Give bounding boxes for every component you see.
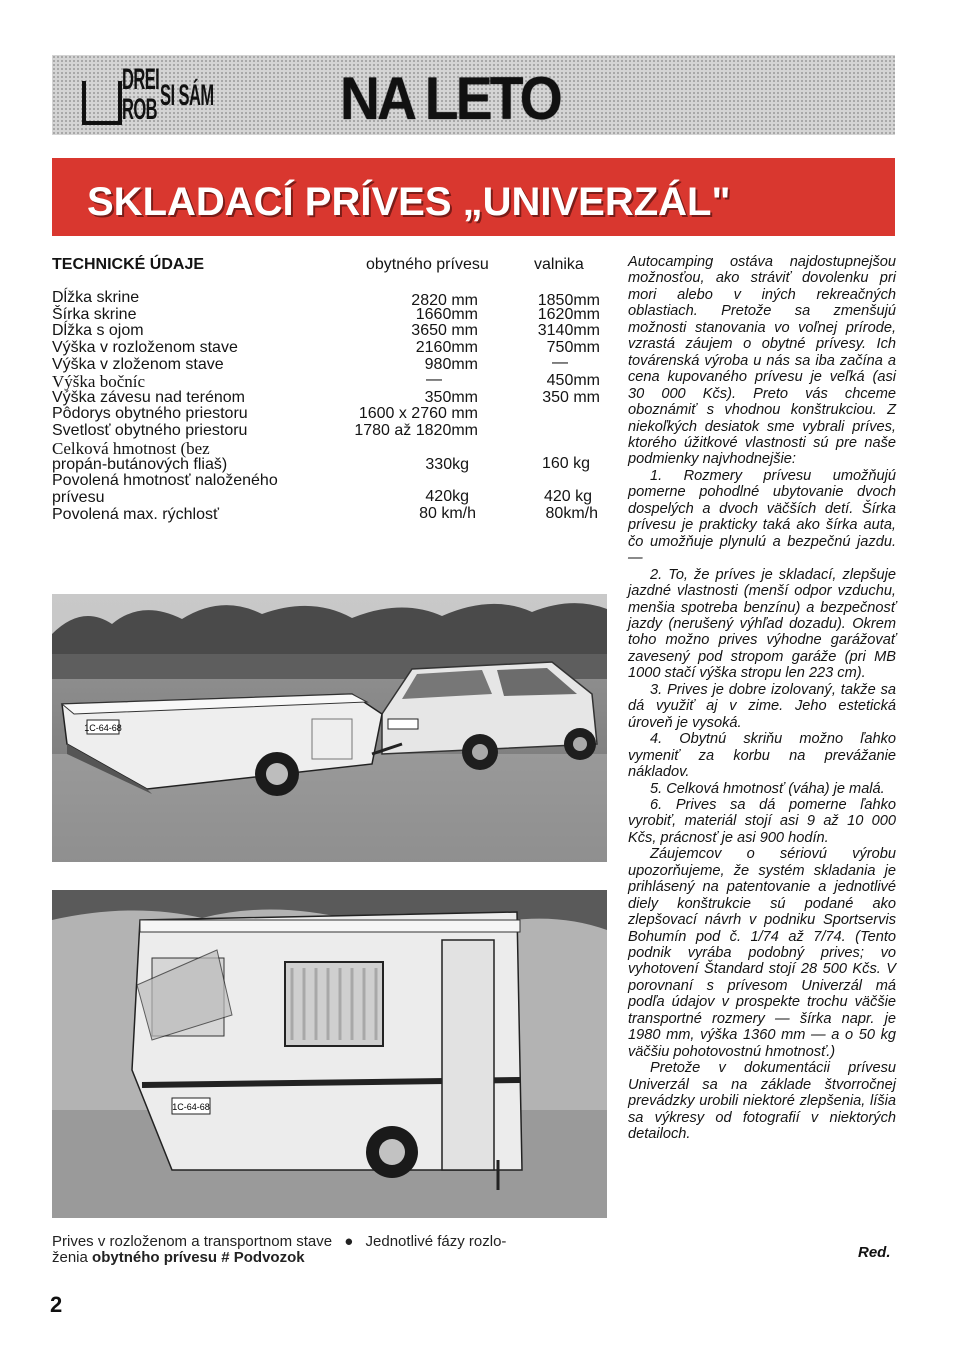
spec-label: Dĺžka skrine bbox=[52, 289, 140, 306]
article-paragraph: 5. Celková hmotnosť (váha) je malá. bbox=[650, 780, 885, 797]
spec-value-trailer: 1660mm bbox=[415, 306, 478, 323]
caption-text: Podvozok bbox=[233, 1249, 305, 1266]
spec-value-flatbed: 1850mm bbox=[537, 292, 600, 309]
photo-folded-trailer-with-car bbox=[52, 594, 607, 862]
logo-text-3: SI SÁM bbox=[160, 79, 214, 112]
spec-value-trailer: 3650 mm bbox=[411, 322, 478, 339]
spec-label: Povolená hmotnosť naloženého bbox=[52, 472, 278, 489]
article-title: SKLADACÍ PRÍVES „UNIVERZÁL" bbox=[87, 180, 731, 224]
spec-value-flatbed: 160 kg bbox=[541, 455, 590, 472]
spec-value-trailer: 2160mm bbox=[415, 339, 478, 356]
spec-value-flatbed: — bbox=[552, 354, 568, 371]
specs-heading: TECHNICKÉ ÚDAJE bbox=[52, 256, 205, 273]
red-banner bbox=[52, 158, 895, 236]
specs-col1-header: obytného prívesu bbox=[366, 256, 489, 273]
article-paragraph: 2. To, že príves je skladací, zlepšuje jazdné vlastnosti (menší odpor vzduchu, menšia spotreba benzínu) a bezpečnosť jazdy (nerušený výhľad dozadu). Okrem toho možno prives výhodne garážovať zavesený pod stropom garáže (pri MB 1000 stačí výška stropu len 223 cm). bbox=[628, 566, 896, 682]
spec-value-flatbed: 1620mm bbox=[537, 306, 600, 323]
spec-value-trailer: 350mm bbox=[424, 389, 478, 406]
caption-text: obytného prívesu bbox=[92, 1249, 218, 1266]
spec-value-trailer: 420kg bbox=[425, 488, 469, 505]
caption-hash: # bbox=[221, 1249, 230, 1266]
spec-value-flatbed: 450mm bbox=[546, 372, 600, 389]
spec-label: propán-butánových fliaš) bbox=[52, 456, 228, 473]
logo-text-1: DREI bbox=[122, 63, 160, 96]
spec-label: Výška bočníc bbox=[52, 372, 146, 391]
specs-col2-header: valnika bbox=[534, 256, 584, 273]
logo-text-2: ROB bbox=[122, 93, 158, 126]
spec-label: prívesu bbox=[52, 489, 105, 506]
photo-caption bbox=[52, 1234, 607, 1266]
article-paragraph: Pretože v dokumentácii prívesu Univerzál sa na základe štvorročnej prevádzky urobili niektoré zlepšenia, líšia sa výkresy od fotografií v niektorých detailoch. bbox=[628, 1060, 896, 1143]
magazine-logo bbox=[82, 63, 232, 125]
spec-label: Povolená max. rýchlosť bbox=[52, 506, 219, 523]
photo-unfolded-trailer bbox=[52, 890, 607, 1218]
spec-label: Výška závesu nad terénom bbox=[52, 389, 245, 406]
spec-value-flatbed: 80km/h bbox=[545, 505, 598, 522]
caption-text: ženia bbox=[52, 1249, 88, 1266]
spec-value-flatbed: 420 kg bbox=[543, 488, 592, 505]
spec-label: Pôdorys obytného priestoru bbox=[52, 405, 248, 422]
spec-value-trailer: 1780 až 1820mm bbox=[354, 422, 478, 439]
spec-value-flatbed: 350 mm bbox=[542, 389, 600, 406]
article-paragraph: 4. Obytnú skriňu možno ľahko vymeniť za korbu na prevážanie nákladov. bbox=[628, 731, 896, 781]
spec-label: Svetlosť obytného priestoru bbox=[52, 422, 248, 439]
page-number: 2 bbox=[50, 1292, 63, 1317]
plate-text: 1C-64-68 bbox=[172, 1102, 210, 1112]
logo-frame-shape bbox=[82, 81, 122, 125]
signature: Red. bbox=[858, 1244, 891, 1261]
spec-label: Výška v zloženom stave bbox=[52, 356, 224, 373]
trailer-plate-text: 1C-64-68 bbox=[84, 723, 122, 733]
bullet-icon: ● bbox=[344, 1233, 354, 1250]
caption-text: Jednotlivé fázy rozlo- bbox=[365, 1233, 507, 1250]
spec-label: Celková hmotnost (bez bbox=[52, 439, 210, 458]
spec-value-trailer: 980mm bbox=[424, 356, 478, 373]
spec-value-trailer: 1600 x 2760 mm bbox=[358, 405, 478, 422]
spec-value-flatbed: 750mm bbox=[546, 339, 600, 356]
article-paragraph: 1. Rozmery prívesu umožňujú pomerne pohodlné ubytovanie dvoch dospelých a dvoch väčších detí. Šírka prívesu je prakticky taká ako šírka auta, čo umožňuje plynulú a bezpečnú jazdu. — bbox=[628, 467, 896, 567]
article-text bbox=[628, 254, 896, 1142]
spec-value-trailer: 330kg bbox=[425, 456, 469, 473]
spec-value-trailer: 2820 mm bbox=[411, 292, 478, 309]
article-paragraph: Záujemcov o sériovú výrobu upozorňujeme, že systém skladania je prihlásený na patentovanie a jednotlivé diely konštrukcie sú podané ako zlepšovací návrh v podniku Sportservis Bohumín pod č. 1/74 až 7/74. (Tento podnik vyrába podobný prives; vo vyhotovení Štandard stojí 28 500 Kčs. V porovnaní s prívesom Univerzál má podľa údajov v prospekte trochu väčšie transportné rozmery — šírka napr. je 1980 mm, výška 1360 mm — a o 50 kg väčšiu pohotovostnú hmotnosť.) bbox=[628, 846, 896, 1060]
spec-value-flatbed: 3140mm bbox=[537, 322, 600, 339]
page-title: NA LETO bbox=[340, 65, 560, 132]
spec-value-trailer: — bbox=[426, 371, 442, 388]
spec-label: Šírka skrine bbox=[52, 306, 137, 323]
spec-value-trailer: 80 km/h bbox=[419, 505, 476, 522]
article-paragraph: Autocamping ostáva najdostupnejšou možnosťou, ako stráviť dovolenku pri mori alebo v iných rekreačných oblastiach. Pretože sa zmenšujú možnosti stanovania vo voľnej prírode, vzrastá záujem o obytné prívesy. Ich továrenská výroba u nás sa iba začína a cena kupovaného prívesu je veľká (asi 30 000 Kčs). Preto vás chceme oboznámiť s vhodnou konštrukciou. Z niekoľkých desiatok sme vybrali príves, ktorého úžitkové vlastnosti sú pre naše podmienky najvhodnejšie: bbox=[628, 254, 896, 468]
article-paragraph: 3. Prives je dobre izolovaný, takže sa dá využiť aj v zime. Jeho estetická úroveň je vysoká. bbox=[628, 681, 896, 731]
spec-label: Dĺžka s ojom bbox=[52, 322, 144, 339]
caption-text: Prives v rozloženom a transportnom stave bbox=[52, 1233, 333, 1250]
spec-label: Výška v rozloženom stave bbox=[52, 339, 238, 356]
article-paragraph: 6. Prives sa dá pomerne ľahko vyrobiť, materiál stojí asi 9 až 10 000 Kčs, prácnosť je asi 900 hodín. bbox=[628, 796, 896, 846]
